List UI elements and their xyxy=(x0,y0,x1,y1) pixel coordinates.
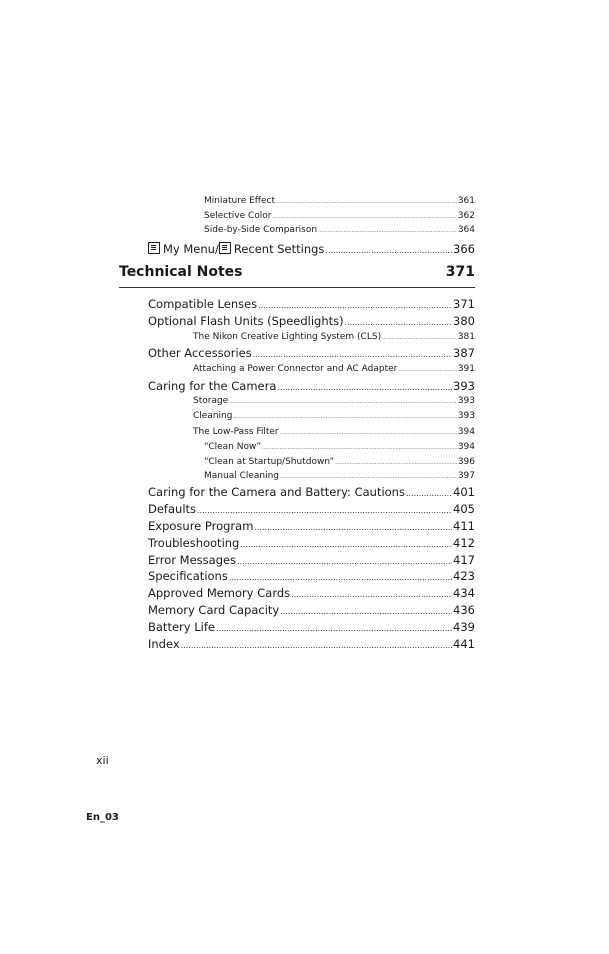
toc-entry-page: 393 xyxy=(457,396,475,406)
toc-entry-page: 397 xyxy=(457,471,475,481)
toc-entry-label: “Clean at Startup/Shutdown” xyxy=(204,457,335,467)
toc-entry-exposure-program[interactable] xyxy=(148,521,475,533)
toc-entry-battery-life[interactable] xyxy=(148,622,475,634)
dot-leader xyxy=(382,333,457,342)
toc-entry-my-menu[interactable] xyxy=(148,241,475,256)
toc-entry-page: 361 xyxy=(457,196,475,206)
toc-entry-error-messages[interactable] xyxy=(148,555,475,567)
toc-entry-page: 391 xyxy=(457,364,475,374)
section-title: Technical Notes xyxy=(119,264,243,280)
toc-entry-clean-startup[interactable] xyxy=(204,458,475,467)
dot-leader xyxy=(240,538,452,550)
toc-entry-label: Optional Flash Units (Speedlights) xyxy=(148,314,344,328)
toc-entry-label: Compatible Lenses xyxy=(148,297,258,311)
dot-leader xyxy=(291,588,452,600)
toc-entry-page: 394 xyxy=(457,442,475,452)
toc-entry-clean-now[interactable] xyxy=(204,443,475,452)
toc-entry-page: 405 xyxy=(453,502,475,516)
toc-entry-label: Memory Card Capacity xyxy=(148,603,280,617)
toc-entry-page: 393 xyxy=(453,379,475,393)
toc-entry-label: Exposure Program xyxy=(148,519,254,533)
dot-leader xyxy=(254,521,452,533)
toc-entry-defaults[interactable] xyxy=(148,504,475,516)
toc-entry-label: Attaching a Power Connector and AC Adapter xyxy=(193,364,398,374)
toc-entry-low-pass-filter[interactable] xyxy=(193,428,475,437)
dot-leader xyxy=(277,381,452,393)
toc-entry-manual-cleaning[interactable] xyxy=(204,472,475,481)
dot-leader xyxy=(280,472,457,481)
toc-entry-label: Caring for the Camera xyxy=(148,379,277,393)
toc-entry-page: 423 xyxy=(453,569,475,583)
toc-entry-selective-color[interactable] xyxy=(204,212,475,221)
toc-entry-label: Other Accessories xyxy=(148,346,252,360)
toc-entry-page: 396 xyxy=(457,457,475,467)
toc-entry-page: 417 xyxy=(453,553,475,567)
toc-entry-page: 441 xyxy=(453,637,475,651)
toc-entry-memory-card-capacity[interactable] xyxy=(148,605,475,617)
toc-entry-label: Cleaning xyxy=(193,411,233,421)
toc-entry-approved-memory-cards[interactable] xyxy=(148,588,475,600)
toc-entry-page: 439 xyxy=(453,620,475,634)
toc-entry-page: 371 xyxy=(453,297,475,311)
toc-entry-miniature-effect[interactable] xyxy=(204,197,475,206)
toc-entry-label: Manual Cleaning xyxy=(204,471,280,481)
toc-entry-page: 366 xyxy=(453,242,475,256)
toc-entry-label: The Low-Pass Filter xyxy=(193,427,279,437)
my-menu-icon xyxy=(148,242,160,254)
toc-entry-page: 380 xyxy=(453,314,475,328)
toc-entry-page: 411 xyxy=(453,519,475,533)
toc-entry-label: “Clean Now” xyxy=(204,442,262,452)
toc-entry-label: Battery Life xyxy=(148,620,215,634)
toc-entry-caring-camera[interactable] xyxy=(148,381,475,393)
toc-entry-compatible-lenses[interactable] xyxy=(148,299,475,311)
toc-entry-cls[interactable] xyxy=(193,333,475,342)
my-menu-text: My Menu/ xyxy=(163,242,219,256)
toc-entry-specifications[interactable] xyxy=(148,571,475,583)
dot-leader xyxy=(216,622,452,634)
dot-leader xyxy=(280,605,452,617)
section-page: 371 xyxy=(445,264,475,280)
toc-entry-page: 364 xyxy=(457,225,475,235)
toc-entry-label: Defaults xyxy=(148,502,197,516)
section-rule xyxy=(119,287,475,288)
toc-entry-cleaning[interactable] xyxy=(193,412,475,421)
toc-entry-label: Troubleshooting xyxy=(148,536,240,550)
toc-entry-index[interactable] xyxy=(148,639,475,651)
dot-leader xyxy=(197,504,452,516)
toc-entry-power-connector[interactable] xyxy=(193,365,475,374)
toc-entry-label: The Nikon Creative Lighting System (CLS) xyxy=(193,332,382,342)
dot-leader xyxy=(318,226,457,235)
toc-entry-page: 401 xyxy=(453,485,475,499)
dot-leader xyxy=(253,348,452,360)
toc-entry-label: Miniature Effect xyxy=(204,196,276,206)
toc-entry-label: Side-by-Side Comparison xyxy=(204,225,318,235)
toc-entry-label: Specifications xyxy=(148,569,228,583)
toc-entry-optional-flash[interactable] xyxy=(148,316,475,328)
toc-entry-label: Approved Memory Cards xyxy=(148,586,291,600)
toc-entry-other-accessories[interactable] xyxy=(148,348,475,360)
document-code: En_03 xyxy=(86,812,119,823)
toc-entry-cautions[interactable] xyxy=(148,487,475,499)
toc-entry-label: Caring for the Camera and Battery: Cautions xyxy=(148,485,405,499)
dot-leader xyxy=(335,458,457,467)
toc-entry-label: Index xyxy=(148,637,180,651)
toc-entry-page: 387 xyxy=(453,346,475,360)
dot-leader xyxy=(406,487,452,499)
toc-entry-label: Storage xyxy=(193,396,229,406)
dot-leader xyxy=(258,299,452,311)
toc-entry-page: 394 xyxy=(457,427,475,437)
dot-leader xyxy=(229,571,452,583)
toc-entry-page: 393 xyxy=(457,411,475,421)
toc-entry-page: 362 xyxy=(457,211,475,221)
toc-entry-page: 434 xyxy=(453,586,475,600)
dot-leader xyxy=(237,555,452,567)
toc-entry-page: 412 xyxy=(453,536,475,550)
dot-leader xyxy=(181,639,452,651)
toc-entry-page: 381 xyxy=(457,332,475,342)
dot-leader xyxy=(345,316,452,328)
toc-entry-label: Error Messages xyxy=(148,553,237,567)
dot-leader xyxy=(229,397,457,406)
recent-settings-icon xyxy=(219,242,231,254)
recent-settings-text: Recent Settings xyxy=(233,242,325,256)
dot-leader xyxy=(262,443,457,452)
toc-entry-page: 436 xyxy=(453,603,475,617)
section-heading[interactable] xyxy=(119,264,475,280)
toc-entry-storage[interactable] xyxy=(193,397,475,406)
dot-leader xyxy=(325,244,452,256)
dot-leader xyxy=(280,428,457,437)
toc-entry-troubleshooting[interactable] xyxy=(148,538,475,550)
toc-entry-label: Selective Color xyxy=(204,211,272,221)
dot-leader xyxy=(273,212,457,221)
dot-leader xyxy=(398,365,456,374)
dot-leader xyxy=(276,197,457,206)
toc-entry-label xyxy=(148,241,324,256)
page-number: xii xyxy=(96,754,109,767)
toc-entry-side-by-side[interactable] xyxy=(204,226,475,235)
dot-leader xyxy=(233,412,456,421)
